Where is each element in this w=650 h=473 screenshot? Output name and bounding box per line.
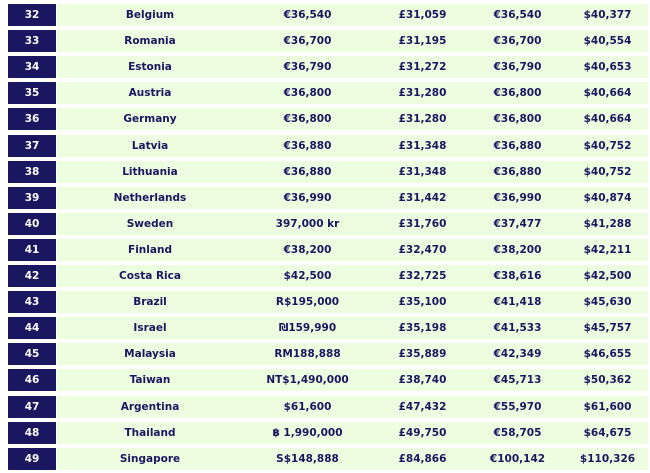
local-price-cell: €36,700 xyxy=(283,35,332,48)
table-row xyxy=(0,422,650,444)
usd-price-cell: $45,630 xyxy=(583,296,632,309)
rank-badge: 39 xyxy=(8,187,56,209)
table-row xyxy=(0,108,650,130)
eur-price-cell: €36,540 xyxy=(493,9,542,21)
rank-badge: 45 xyxy=(8,343,56,365)
gbp-price-cell: £32,470 xyxy=(398,243,447,256)
table-row xyxy=(0,265,650,287)
country-cell: Singapore xyxy=(119,452,181,465)
gbp-price-cell: £35,198 xyxy=(398,322,447,335)
country-cell: Sweden xyxy=(126,217,174,230)
table-row xyxy=(0,396,650,418)
rank-badge: 32 xyxy=(8,4,56,26)
gbp-price-cell: £31,195 xyxy=(398,35,447,48)
local-price-cell: ฿ 1,990,000 xyxy=(272,426,343,439)
eur-price-cell: €42,349 xyxy=(493,348,542,361)
gbp-price-cell: £32,725 xyxy=(398,270,447,282)
table-row xyxy=(0,369,650,391)
rank-badge: 47 xyxy=(8,396,56,418)
gbp-price-cell: £84,866 xyxy=(398,452,447,465)
country-cell: Argentina xyxy=(120,400,180,413)
rank-badge: 40 xyxy=(8,213,56,235)
rank-badge: 34 xyxy=(8,56,56,78)
rank-badge: 46 xyxy=(8,369,56,391)
rank-badge: 37 xyxy=(8,135,56,157)
usd-price-cell: $40,653 xyxy=(583,61,632,74)
local-price-cell: R$195,000 xyxy=(275,296,340,309)
eur-price-cell: €38,200 xyxy=(493,243,542,256)
rank-badge: 35 xyxy=(8,82,56,104)
local-price-cell: €36,880 xyxy=(283,165,332,178)
eur-price-cell: €36,800 xyxy=(493,87,542,100)
rank-badge: 49 xyxy=(8,448,56,470)
country-cell: Belgium xyxy=(125,9,175,21)
eur-price-cell: €36,880 xyxy=(493,165,542,178)
eur-price-cell: €41,533 xyxy=(493,322,542,335)
gbp-price-cell: £38,740 xyxy=(398,374,447,387)
eur-price-cell: €100,142 xyxy=(489,452,546,465)
eur-price-cell: €45,713 xyxy=(493,374,542,387)
rank-badge: 43 xyxy=(8,291,56,313)
usd-price-cell: $40,752 xyxy=(583,165,632,178)
eur-price-cell: €36,880 xyxy=(493,139,542,152)
eur-price-cell: €37,477 xyxy=(493,217,542,230)
usd-price-cell: $40,377 xyxy=(583,9,632,21)
gbp-price-cell: £31,280 xyxy=(398,113,447,126)
gbp-price-cell: £31,280 xyxy=(398,87,447,100)
table-row xyxy=(0,343,650,365)
local-price-cell: €38,200 xyxy=(283,243,332,256)
rank-badge: 33 xyxy=(8,30,56,52)
local-price-cell: $42,500 xyxy=(283,270,332,282)
rank-badge: 48 xyxy=(8,422,56,444)
local-price-cell: ₪159,990 xyxy=(278,322,337,335)
eur-price-cell: €36,790 xyxy=(493,61,542,74)
local-price-cell: €36,800 xyxy=(283,113,332,126)
country-cell: Malaysia xyxy=(124,348,176,361)
usd-price-cell: $45,757 xyxy=(583,322,632,335)
local-price-cell: €36,790 xyxy=(283,61,332,74)
local-price-cell: 397,000 kr xyxy=(275,217,340,230)
usd-price-cell: $42,211 xyxy=(583,243,632,256)
country-cell: Germany xyxy=(123,113,177,126)
usd-price-cell: $110,326 xyxy=(579,452,636,465)
usd-price-cell: $42,500 xyxy=(583,270,632,282)
country-cell: Costa Rica xyxy=(119,270,181,282)
usd-price-cell: $40,554 xyxy=(583,35,632,48)
usd-price-cell: $40,664 xyxy=(583,87,632,100)
country-cell: Thailand xyxy=(124,426,176,439)
table-row xyxy=(0,187,650,209)
local-price-cell: €36,540 xyxy=(283,9,332,21)
gbp-price-cell: £31,760 xyxy=(398,217,447,230)
table-row xyxy=(0,4,650,26)
usd-price-cell: $50,362 xyxy=(583,374,632,387)
table-row xyxy=(0,56,650,78)
rank-badge: 44 xyxy=(8,317,56,339)
country-cell: Lithuania xyxy=(122,165,178,178)
table-row xyxy=(0,239,650,261)
usd-price-cell: $40,874 xyxy=(583,191,632,204)
gbp-price-cell: £35,889 xyxy=(398,348,447,361)
country-cell: Romania xyxy=(124,35,176,48)
local-price-cell: $61,600 xyxy=(283,400,332,413)
usd-price-cell: $64,675 xyxy=(583,426,632,439)
usd-price-cell: $61,600 xyxy=(583,400,632,413)
country-cell: Israel xyxy=(133,322,167,335)
eur-price-cell: €36,800 xyxy=(493,113,542,126)
rank-badge: 36 xyxy=(8,108,56,130)
local-price-cell: €36,800 xyxy=(283,87,332,100)
country-cell: Estonia xyxy=(128,61,172,74)
gbp-price-cell: £31,272 xyxy=(398,61,447,74)
gbp-price-cell: £47,432 xyxy=(398,400,447,413)
eur-price-cell: €58,705 xyxy=(493,426,542,439)
local-price-cell: NT$1,490,000 xyxy=(266,374,349,387)
table-row xyxy=(0,317,650,339)
gbp-price-cell: £31,442 xyxy=(398,191,447,204)
eur-price-cell: €36,990 xyxy=(493,191,542,204)
usd-price-cell: $40,752 xyxy=(583,139,632,152)
table-row xyxy=(0,30,650,52)
gbp-price-cell: £49,750 xyxy=(398,426,447,439)
eur-price-cell: €38,616 xyxy=(493,270,542,282)
rank-badge: 41 xyxy=(8,239,56,261)
country-cell: Austria xyxy=(128,87,172,100)
table-row xyxy=(0,82,650,104)
rank-badge: 38 xyxy=(8,161,56,183)
table-row xyxy=(0,135,650,157)
country-cell: Finland xyxy=(128,243,172,256)
gbp-price-cell: £31,348 xyxy=(398,139,447,152)
local-price-cell: S$148,888 xyxy=(276,452,339,465)
gbp-price-cell: £35,100 xyxy=(398,296,447,309)
gbp-price-cell: £31,348 xyxy=(398,165,447,178)
usd-price-cell: $41,288 xyxy=(583,217,632,230)
country-cell: Latvia xyxy=(131,139,169,152)
eur-price-cell: €41,418 xyxy=(493,296,542,309)
country-cell: Taiwan xyxy=(129,374,171,387)
local-price-cell: €36,990 xyxy=(283,191,332,204)
table-row xyxy=(0,448,650,470)
gbp-price-cell: £31,059 xyxy=(398,9,447,21)
local-price-cell: €36,880 xyxy=(283,139,332,152)
rank-badge: 42 xyxy=(8,265,56,287)
table-row xyxy=(0,213,650,235)
eur-price-cell: €36,700 xyxy=(493,35,542,48)
table-row xyxy=(0,291,650,313)
local-price-cell: RM188,888 xyxy=(274,348,341,361)
usd-price-cell: $46,655 xyxy=(583,348,632,361)
country-cell: Netherlands xyxy=(113,191,187,204)
eur-price-cell: €55,970 xyxy=(493,400,542,413)
usd-price-cell: $40,664 xyxy=(583,113,632,126)
table-row xyxy=(0,161,650,183)
country-cell: Brazil xyxy=(133,296,167,309)
